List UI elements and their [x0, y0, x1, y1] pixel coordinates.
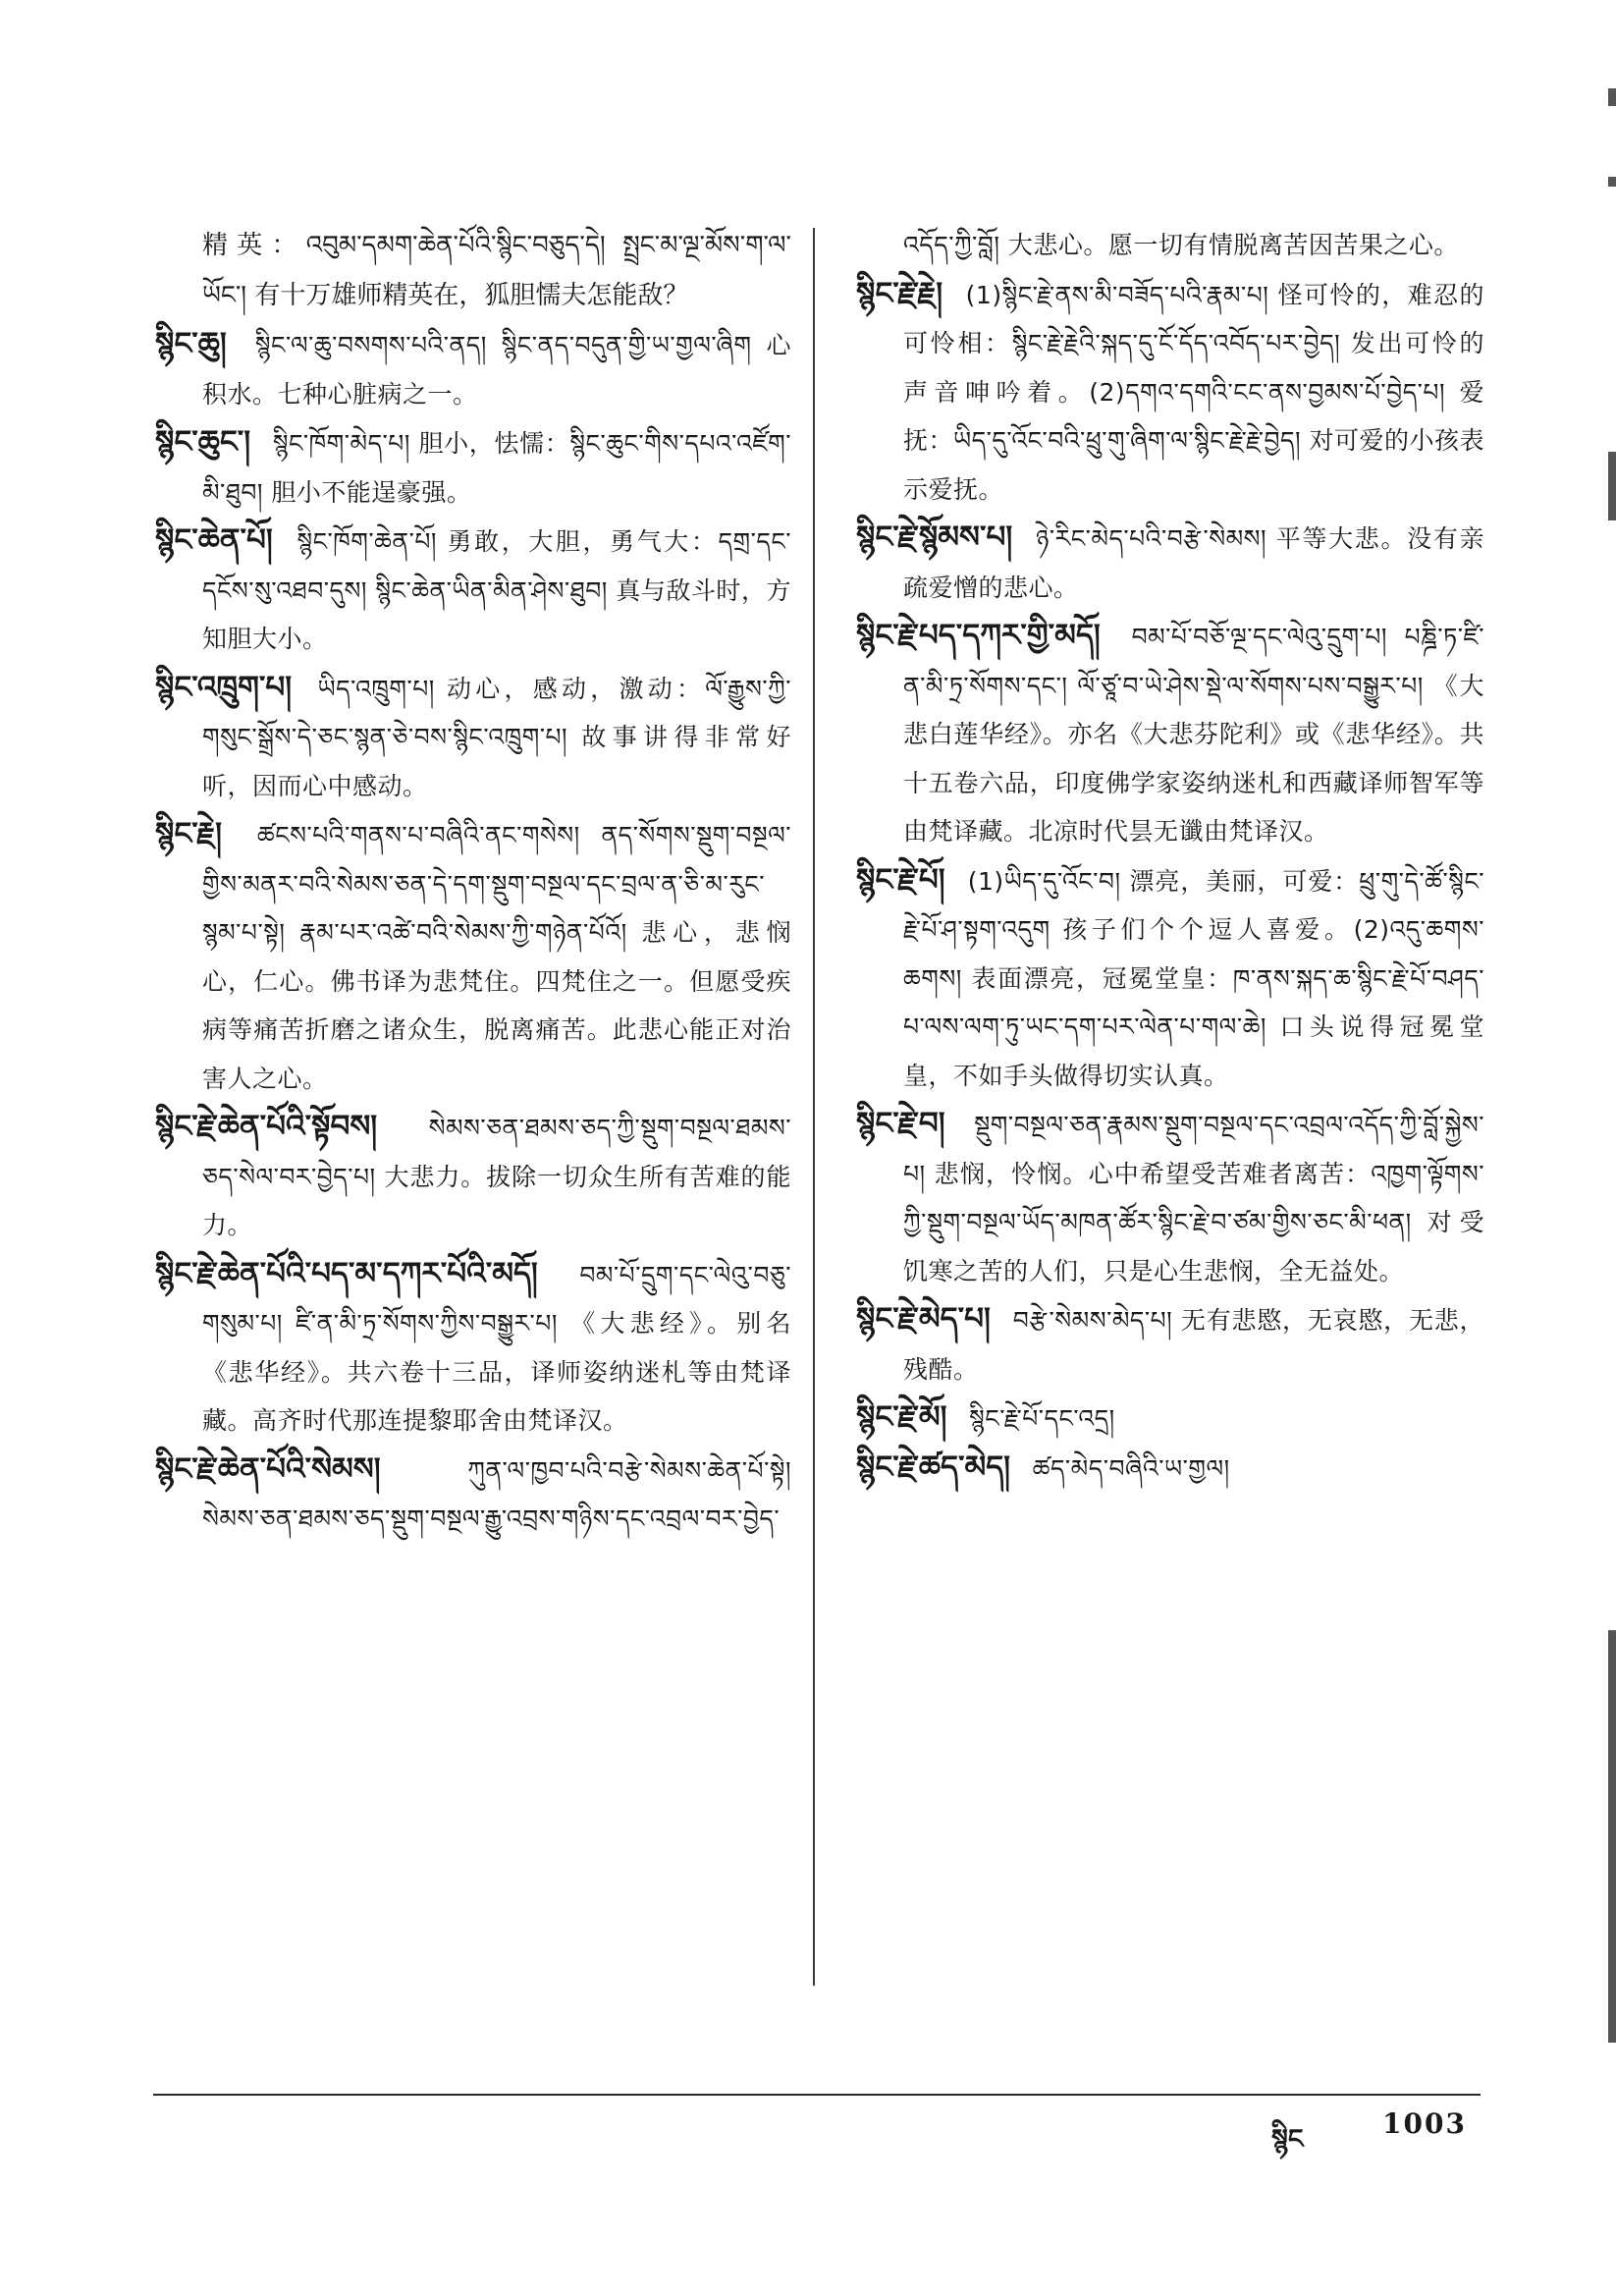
- dictionary-entry: [856, 1394, 1484, 1444]
- dictionary-entry: [155, 517, 791, 664]
- entry-text: འདོད་ཀྱི་བློ། 大悲心。愿一切有情脱离苦因苦果之心。: [903, 231, 1459, 259]
- dictionary-entry: [856, 1444, 1484, 1494]
- left-column: [155, 221, 791, 1544]
- entry-text: སྙིང་ཁོག་མེད་པ། 胆小，怯懦：སྙིང་ཆུང་གིས་དཔའ་འཛོག་མི་ཐུབ། 胆小不能逞豪强。: [202, 429, 791, 507]
- entry-text: སྙིང་རྗེ་པོ་དང་འདྲ།: [969, 1404, 1115, 1433]
- dictionary-entry: [155, 1103, 791, 1250]
- scan-edge-marks: [1604, 0, 1616, 2296]
- running-head: སྙིང: [1271, 2124, 1304, 2155]
- dictionary-entry: [155, 320, 791, 418]
- entry-text: ཚངས་པའི་གནས་པ་བཞིའི་ནང་གསེས། ནད་སོགས་སྡུག་བསྔལ་གྱིས་མནར་བའི་སེམས་ཅན་དེ་དག་སྡུག་བསྔལ་དང་བྲལ་ན་ཅི་མ་རུང་སྙམ་པ་སྟེ། རྣམ་པར་འཚེ་བའི་སེམས་ཀྱི་གཉེན་པོའོ། 悲心，悲悯心，仁心。佛书译为悲梵住。四梵住之一。但愿受疾病等痛苦折磨之诸众生，脱离痛苦。此悲心能正对治害人之心。: [202, 821, 791, 1093]
- page-number: 1003: [1382, 2107, 1467, 2140]
- entry-headword: སྙིང་འཁྲུག་པ།: [155, 669, 293, 705]
- entry-headword: སྙིང་རྗེ་ཆེན་པོའི་སྟོབས།: [155, 1109, 378, 1144]
- entry-headword: སྙིང་རྗེ་ཆེན་པོའི་སེམས།: [155, 1450, 381, 1487]
- entry-headword: སྙིང་རྗེ་པོ།: [856, 861, 945, 898]
- entry-headword: སྙིང་རྗེ་མོ།: [856, 1399, 947, 1435]
- entry-headword: སྙིང་རྗེ་རྗེ།: [856, 275, 943, 311]
- column-divider: [813, 228, 815, 1986]
- entry-headword: སྙིང་ཆུ།: [155, 326, 227, 361]
- dictionary-entry: [856, 221, 1484, 270]
- footer-rule: [153, 2094, 1481, 2096]
- entry-headword: སྙིང་རྗེ་པད་དཀར་གྱི་མདོ།: [856, 618, 1101, 653]
- dictionary-entry: [155, 221, 791, 320]
- dictionary-entry: [856, 514, 1484, 612]
- entry-headword: སྙིང་རྗེ་མེད་པ།: [856, 1301, 991, 1337]
- entry-text: སྡུག་བསྔལ་ཅན་རྣམས་སྡུག་བསྔལ་དང་འབྲལ་འདོད་ཀྱི་བློ་སྐྱེས་པ། 悲悯，怜悯。心中希望受苦难者离苦：འཁྱག་ལྟོགས་ཀྱི་སྡུག་བསྔལ་ཡོད་མཁན་ཚོར་སྙིང་རྗེ་བ་ཙམ་གྱིས་ཅང་མི་ཕན། 对受饥寒之苦的人们，只是心生悲悯，全无益处。: [903, 1111, 1484, 1285]
- entry-headword: སྙིང་རྗེ་ཆེན་པོའི་པད་མ་དཀར་པོའི་མདོ།: [155, 1255, 538, 1291]
- dictionary-entry: [856, 612, 1484, 856]
- entry-text: བམ་པོ་དྲུག་དང་ལེའུ་བཅུ་གསུམ་པ། ཛི་ན་མི་ཏྲ་སོགས་ཀྱིས་བསྒྱུར་པ། 《大悲经》。别名《悲华经》。共六卷十三品，译师姿纳迷札等由梵译藏。高齐时代那连提黎耶舍由梵译汉。: [202, 1260, 791, 1435]
- entry-text: ཚད་མེད་བཞིའི་ཡ་གྱལ།: [1032, 1453, 1230, 1483]
- dictionary-entry: [856, 270, 1484, 515]
- right-column: [856, 221, 1484, 1493]
- dictionary-entry: [155, 810, 791, 1103]
- entry-text: (1)སྙིང་རྗེ་ནས་མི་བཟོད་པའི་རྣམ་པ། 怪可怜的，难忍的可怜相：སྙིང་རྗེ་རྗེའི་སྐད་དུ་ངོ་དོད་འབོད་པར་བྱེད། 发出可怜的声音呻吟着。(2)དགའ་དགའི་ངང་ནས་བྱམས་པོ་བྱེད་པ། 爱抚：ཡིད་དུ་འོང་བའི་ཕྲུ་གུ་ཞིག་ལ་སྙིང་རྗེ་རྗེ་བྱེད། 对可爱的小孩表示爱抚。: [903, 280, 1484, 504]
- entry-headword: སྙིང་རྗེ་ཚད་མེད།: [856, 1449, 1011, 1485]
- entry-text: 精英：འབུམ་དམག་ཆེན་པོའི་སྙིང་བཅུད་དེ། སྤྲང་མ་ལྔ་མོས་ག་ལ་ཡོང་། 有十万雄师精英在，狐胆懦夫怎能敌？: [202, 231, 791, 310]
- entry-text: སེམས་ཅན་ཐམས་ཅད་ཀྱི་སྡུག་བསྔལ་ཐམས་ཅད་སེལ་བར་བྱེད་པ། 大悲力。拔除一切众生所有苦难的能力。: [202, 1114, 791, 1239]
- dictionary-entry: [155, 418, 791, 517]
- entry-text: སྙིང་ཁོག་ཆེན་པོ། 勇敢，大胆，勇气大：དགྲ་དང་དངོས་སུ་འཐབ་དུས། སྙིང་ཆེན་ཡིན་མིན་ཤེས་ཐུབ། 真与敌斗时，方知胆大小。: [202, 527, 791, 653]
- entry-text: བམ་པོ་བཅོ་ལྔ་དང་ལེའུ་དྲུག་པ། པཎྜི་ཏ་ཛི་ན་མི་ཏྲ་སོགས་དང་། ལོ་ཙཱ་བ་ཡེ་ཤེས་སྡེ་ལ་སོགས་པས་བསྒྱུར་པ། 《大悲白莲华经》。亦名《大悲芬陀利》或《悲华经》。共十五卷六品，印度佛学家姿纳迷札和西藏译师智军等由梵译藏。北凉时代昙无谶由梵译汉。: [903, 623, 1484, 846]
- dictionary-entry: [856, 1295, 1484, 1394]
- entry-headword: སྙིང་རྗེ་སྙོམས་པ།: [856, 519, 1013, 555]
- entry-text: ཡིད་འཁྲུག་པ། 动心，感动，激动：ལོ་རྒྱུས་ཀྱི་གསུང་སྒྲོས་དེ་ཅང་སྙན་ཅེ་བས་སྙིང་འཁྲུག་པ། 故事讲得非常好听，因而心中感动。: [202, 674, 791, 800]
- entry-text: སྙིང་ལ་ཆུ་བསགས་པའི་ནད། སྙིང་ནད་བདུན་གྱི་ཡ་གྱལ་ཞིག 心积水。七种心脏病之一。: [202, 331, 791, 409]
- entry-text: བརྩེ་སེམས་མེད་པ། 无有悲愍，无哀愍，无悲，残酷。: [903, 1306, 1485, 1384]
- entry-headword: སྙིང་རྗེ་བ།: [856, 1106, 945, 1141]
- dictionary-entry: [155, 664, 791, 811]
- entry-text: ཉེ་རིང་མེད་པའི་བརྩེ་སེམས། 平等大悲。没有亲疏爱憎的悲心。: [903, 524, 1485, 602]
- dictionary-entry: [155, 1250, 791, 1446]
- entry-headword: སྙིང་ཆེན་པོ།: [155, 522, 273, 558]
- entry-headword: སྙིང་རྗེ།: [155, 816, 223, 851]
- dictionary-entry: [856, 856, 1484, 1101]
- dictionary-entry: [856, 1100, 1484, 1295]
- entry-text: ཀུན་ལ་ཁྱབ་པའི་བརྩེ་སེམས་ཆེན་པོ་སྟེ། སེམས་ཅན་ཐམས་ཅད་སྡུག་བསྔལ་རྒྱུ་འབྲས་གཉིས་དང་འབྲལ་བར་བྱེད་: [202, 1455, 791, 1533]
- entry-text: (1)ཡིད་དུ་འོང་བ། 漂亮，美丽，可爱：ཕྲུ་གུ་དེ་ཚོ་སྙིང་རྗེ་པོ་ཤ་སྟག་འདུག 孩子们个个逗人喜爱。(2)འདུ་ཆགས་ཆགས། 表面漂亮，冠冕堂皇：ཁ་ནས་སྐད་ཆ་སྙིང་རྗེ་པོ་བཤད་པ་ལས་ལག་ཏུ་ཡང་དག་པར་ལེན་པ་གལ་ཆེ། 口头说得冠冕堂皇，不如手头做得切实认真。: [903, 866, 1484, 1090]
- dictionary-entry: [155, 1446, 791, 1544]
- entry-headword: སྙིང་ཆུང་།: [155, 424, 251, 460]
